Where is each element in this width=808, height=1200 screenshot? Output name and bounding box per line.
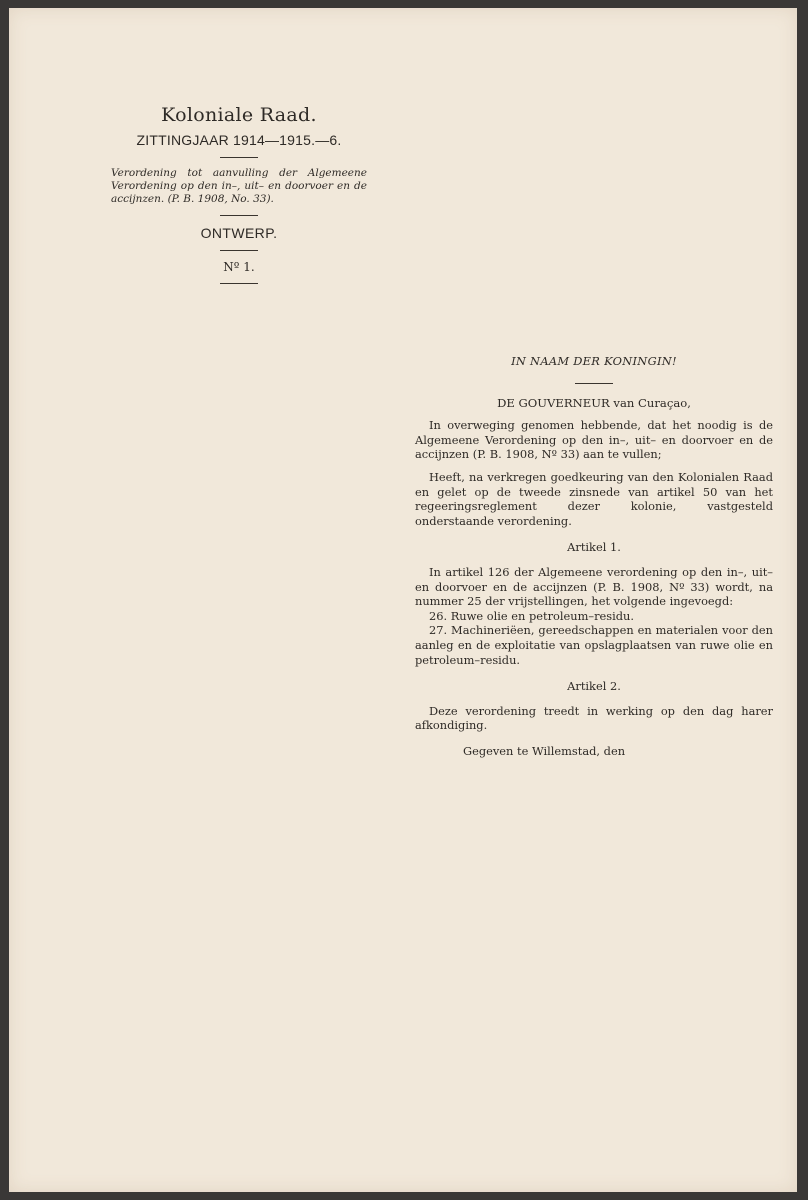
document-page [9, 8, 797, 1192]
governor-line: DE GOUVERNEUR van Curaçao, [497, 395, 691, 410]
considering-paragraph: In overweging genomen hebbende, dat het noodig is de Algemeene Verordening op den in–, uit– en doorvoer en de accijnzen (P. B. 1908, Nº 33) aan te vullen; [415, 418, 773, 462]
ordinance-subject: Verordening tot aanvulling der Algemeene Verordening op den in–, uit– en doorvoer en de accijnzen. (P. B. 1908, No. 33). [111, 167, 367, 205]
divider [220, 215, 258, 216]
given-at-line: Gegeven te Willemstad, den [463, 743, 626, 758]
article-2-heading: Artikel 2. [567, 679, 621, 694]
article-1-text: In artikel 126 der Algemeene verordening op den in–, uit– en doorvoer en de accijnzen (P. B. 1908, Nº 33) wordt, na nummer 25 der vrijstellingen, het volgende ingevoegd: [415, 564, 773, 609]
divider [220, 250, 258, 251]
session-year: ZITTINGJAAR 1914—1915.—6. [136, 132, 342, 148]
approval-paragraph: Heeft, na verkregen goedkeuring van den Kolonialen Raad en gelet op de tweede zinsnede van artikel 50 van het regeeringsreglement dezer kolonie, vastgesteld onderstaande verordening. [415, 469, 773, 528]
article-1-heading: Artikel 1. [567, 540, 621, 555]
document-header [109, 104, 369, 293]
draft-number: Nº 1. [223, 260, 255, 274]
draft-label: ONTWERP. [200, 225, 278, 241]
divider [575, 383, 613, 384]
list-item-27: 27. Machineriëen, gereedschappen en materialen voor den aanleg en de exploitatie van opslagplaatsen van ruwe olie en petroleum–residu. [415, 623, 773, 667]
divider [220, 283, 258, 284]
divider [220, 157, 258, 158]
invocation: IN NAAM DER KONINGIN! [511, 354, 677, 368]
article-2-text: Deze verordening treedt in werking op den dag harer afkondiging. [415, 703, 773, 733]
list-item-26: 26. Ruwe olie en petroleum–residu. [429, 608, 635, 623]
council-title: Koloniale Raad. [161, 104, 317, 126]
ordinance-body [415, 354, 773, 758]
